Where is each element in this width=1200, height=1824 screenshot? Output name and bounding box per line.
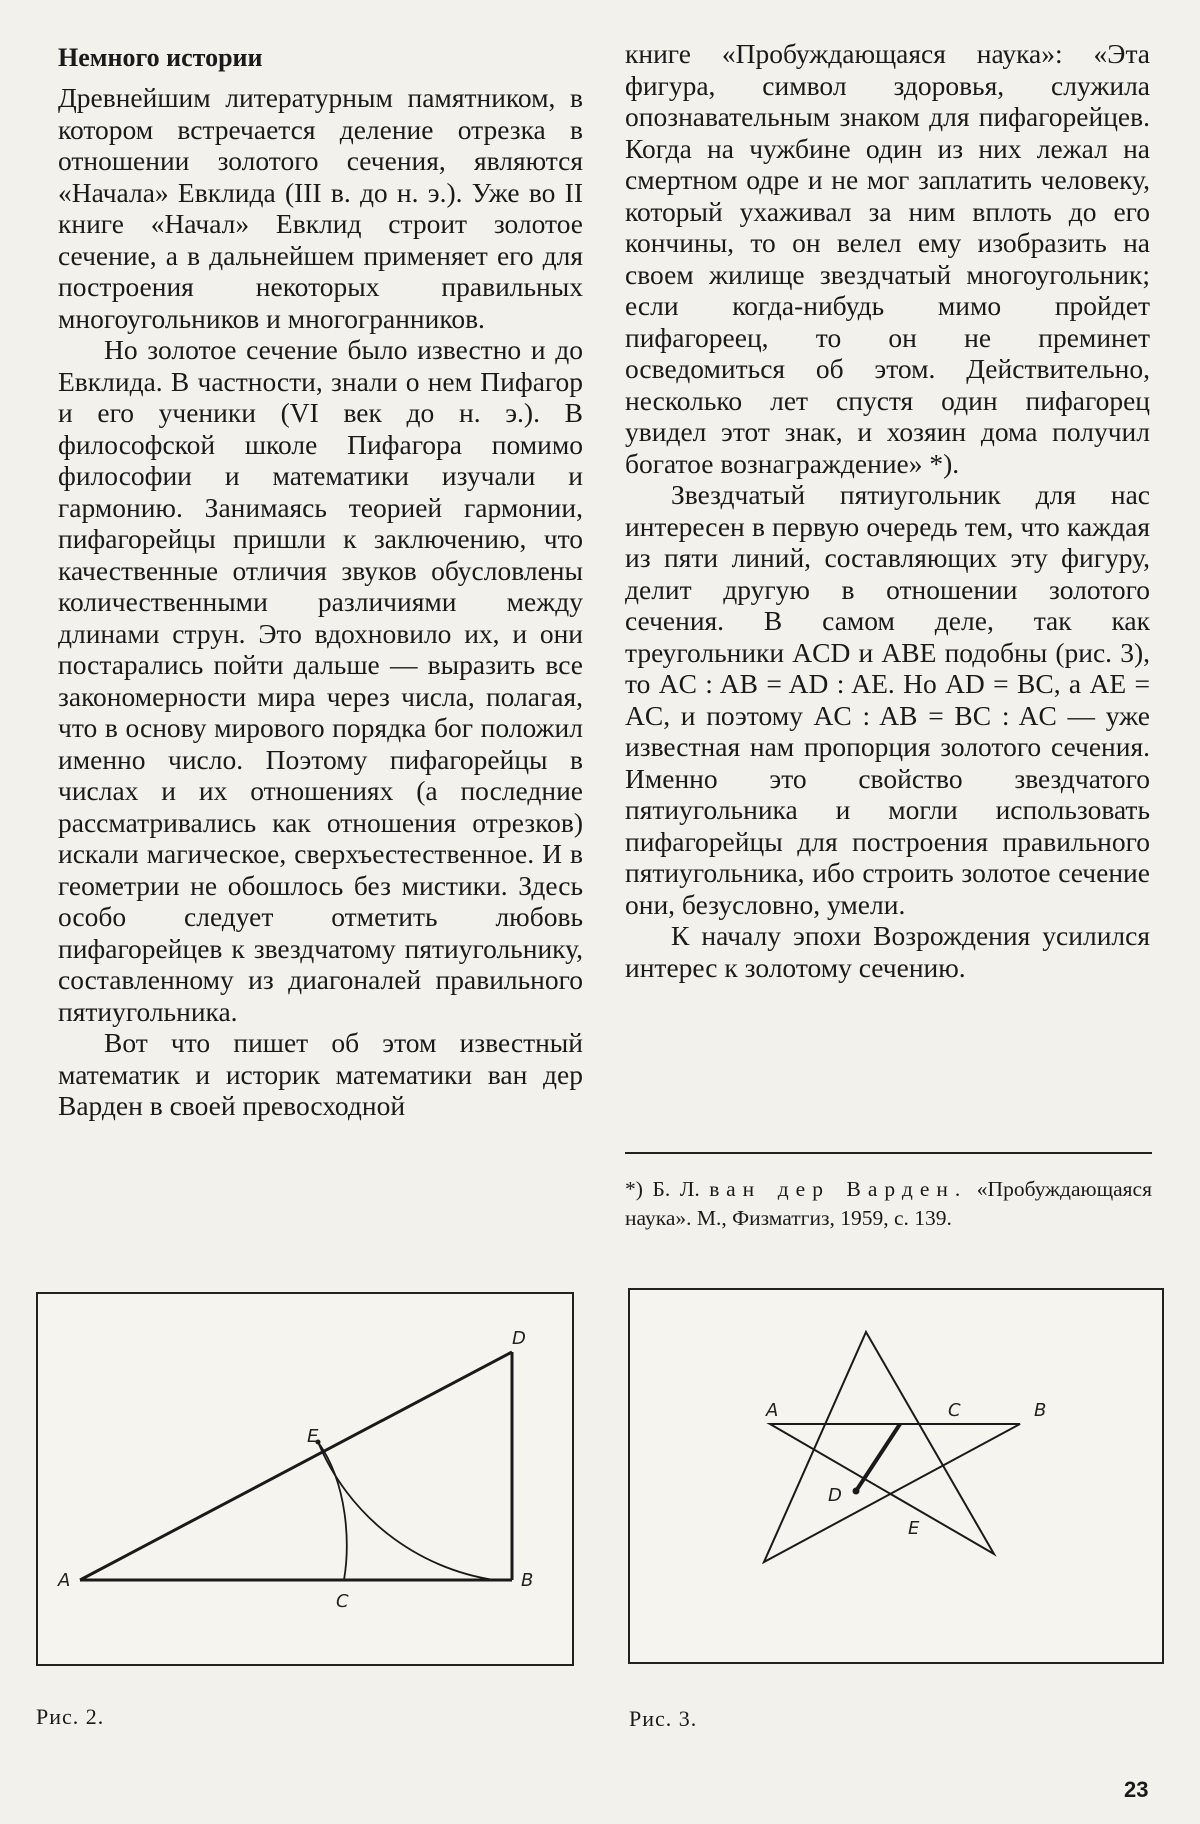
- label-b: B: [521, 1570, 534, 1591]
- label-d: D: [512, 1328, 526, 1349]
- footnote: [625, 1175, 1152, 1233]
- page-number: 23: [1124, 1777, 1149, 1802]
- section-heading: Немного истории: [58, 43, 263, 72]
- paragraph: Вот что пишет об этом известный математик и историк математики ван дер Варден в своей превосходной: [58, 1027, 583, 1121]
- figure-2-drawing: [38, 1294, 572, 1664]
- figure-3: [628, 1288, 1164, 1664]
- footnote-rule: [625, 1152, 1152, 1154]
- right-column: [625, 38, 1150, 983]
- paragraph: книге «Пробуждающаяся наука»: «Эта фигура, символ здоровья, служила опознавательным знаком для пифагорейцев. Когда на чужбине один из них лежал на смертном одре и не мог заплатить человеку, который ухаживал за ним вплоть до его кончины, то он велел ему изобразить на своем жилище звездчатый многоугольник; если когда-нибудь мимо пройдет пифагореец, то он не преминет осведомиться об этом. Действительно, несколько лет спустя один пифагорец увидел этот знак, и хозяин дома получил богатое вознаграждение» *).: [625, 38, 1150, 479]
- label-a: A: [766, 1400, 779, 1421]
- footnote-author: ван дер Варден.: [709, 1177, 968, 1201]
- figure-3-caption: Рис. 3.: [629, 1706, 698, 1731]
- figure-3-drawing: [630, 1290, 1162, 1662]
- segment-c-d: [856, 1424, 900, 1491]
- label-a: A: [58, 1570, 71, 1591]
- label-e: E: [307, 1426, 319, 1447]
- point-d: [853, 1488, 860, 1495]
- hypotenuse-line: [80, 1352, 512, 1580]
- label-d: D: [828, 1485, 842, 1506]
- paragraph: Но золотое сечение было известно и до Евклида. В частности, знали о нем Пифагор и его ученики (VI век до н. э.). В философской школе Пифагора помимо философии и математики изучали и гармонию. Занимаясь теорией гармонии, пифагорейцы пришли к заключению, что качественные отличия звуков обусловлены количественными различиями между длинами струн. Это вдохновило их, и они постарались пойти дальше — выразить все закономерности мира через числа, полагая, что в основу мирового порядка бог положил именно число. Поэтому пифагорейцы в числах и их отношениях (а последние рассматривались как отношения отрезков) искали магическое, сверхъестественное. И в геометрии не обошлось без мистики. Здесь особо следует отметить любовь пифагорейцев к звездчатому пятиугольнику, составленному из диагоналей правильного пятиугольника.: [58, 334, 583, 1027]
- label-b: B: [1034, 1400, 1047, 1421]
- paragraph: Древнейшим литературным памятником, в котором встречается деление отрезка в отношении золотого сечения, являются «Начала» Евклида (III в. до н. э.). Уже во II книге «Начал» Евклид строит золотое сечение, а в дальнейшем применяет его для построения некоторых правильных многоугольников и многогранников.: [58, 82, 583, 334]
- figure-2-caption: Рис. 2.: [36, 1704, 105, 1729]
- star-pentagram: [764, 1332, 1020, 1562]
- footnote-rest: «Пробуждающаяся наука». М., Физматгиз, 1959, с. 139.: [625, 1177, 1152, 1230]
- left-column: [58, 38, 583, 1122]
- label-e: E: [908, 1518, 920, 1539]
- arc-a-to-c: [318, 1442, 347, 1580]
- figure-2: [36, 1292, 574, 1666]
- label-c: C: [948, 1400, 961, 1421]
- label-c: C: [336, 1591, 349, 1612]
- paragraph: Звездчатый пятиугольник для нас интересен в первую очередь тем, что каждая из пяти линий, составляющих эту фигуру, делит другую в отношении золотого сечения. В самом деле, так как треугольники ACD и ABE подобны (рис. 3), то AC : AB = AD : AE. Но AD = BC, а AE = AC, и поэтому AC : AB = BC : AC — уже известная нам пропорция золотого сечения. Именно это свойство звездчатого пятиугольника и могли использовать пифагорейцы для построения правильного пятиугольника, ибо строить золотое сечение они, безусловно, умели.: [625, 479, 1150, 920]
- paragraph: К началу эпохи Возрождения усилился интерес к золотому сечению.: [625, 920, 1150, 983]
- footnote-marker: *) Б. Л.: [625, 1177, 710, 1201]
